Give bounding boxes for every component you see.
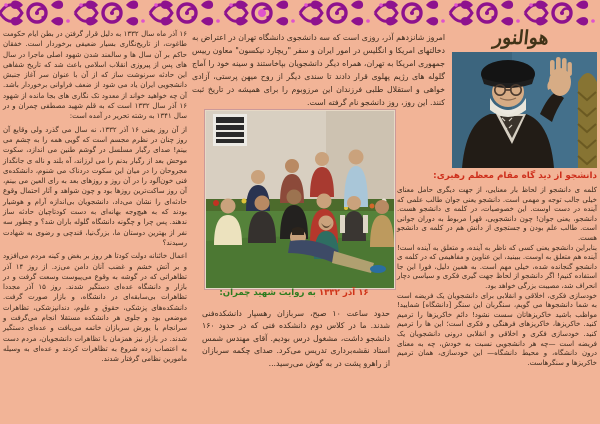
window-icon xyxy=(213,114,247,146)
students-group-photo xyxy=(205,110,395,289)
right-paragraph-2: بنابراین دانشجو یعنی کسی که ناظر به آینده، و متعلق به آینده است! آینده هم متعلق به اوست. ببینید، این عناوین و مفاهیمی که در کلمه ی دانشجو گنجانده شده، خیلی مهم است. به همین دلیل، فورا این جا استفاده کنیم! اگر دانشجو از لحاظ جهت گیری فکری و سیاسی دچار انحراف شد، مصیبت بزرگی خواهد بود. xyxy=(397,243,597,290)
caption-text: به روایت شهید چمران: xyxy=(219,288,319,298)
left-paragraph-3: اعمال خائنانه دولت کودتا هر روز بر بغض و کینه مردم می‌افزود و بر آتش خشم و غضب آنان دامن می‌زد. از روز ۱۴ آذر تظاهراتی که در گوشه به وقوع می‌پیوست وسعت گرفت و در بازار و دانشگاه عده‌ای دستگیر شدند. روز ۱۵ آذر مجددا تظاهرات بی‌سابقه‌ای در دانشگاه، و بازار صورت گرفت. دانشکده‌های پزشکی، حقوق و علوم، دندانپزشکی، تظاهرات موضعی بود و جلوی هر دانشکده مستقلا انجام می‌گرفت و سرانجام با یورش سربازان خاتمه می‌یافت و عده‌ای دستگیر شدند. در بازار نیز همزمان با تظاهرات دانشجویان، مردم دست به اعتصاب زده شروع به تظاهرات کردند و عده‌ای به وسیله مامورین نظامی گرفتار شدند. xyxy=(3,252,188,364)
ornament-accent-dot xyxy=(258,9,266,17)
left-paragraph-1: ۱۶ آذر ماه سال ۱۳۳۲ به دلیل قرار گرفتن در بطن ایام حکومت طاغوت، از تاریخ‌نگاری بسیار ضعیفی برخوردار است. خفقان حاکم بر آن سال ها و سالمند شدن شهود اصلی ماجرا در سال های پس از پیروزی انقلاب اسلامی باعث شد که تاریخ شفاهی این حادثه سرنوشت ساز که از آن با عنوان سر آغاز جنبش دانشجویی ایران یاد می شود از ضعف فراوانی برخوردار باشد. آن چه خواهید خواند از معدود تک نگاری های بجا مانده از شهود ۱۶ آذر سال ۱۳۳۲ است که به قلم شهید مصطفی چمران و در سال ۱۳۴۱ به رشته تحریر در آمده است: xyxy=(3,30,187,121)
golden-pillar xyxy=(578,73,597,168)
right-paragraph-3: خودسازی فکری، اخلاقی و انقلابی برای دانشجویان یک فریضه است به شما دانشجوها می گویم، سنگربان این سنگر [دانشگاه] شمایید! مواظب باشید خاکریزهاتان سست نشود! دائم خاکریزها را ترمیم کنید. خاکریزها، خاکریزهای فرهنگی و فکری است؛ این ها را ترمیم کنید. خودسازی فکری و اخلاقی و انقلابی درونی دانشجویان یک فریضه است —چه هر دانشجویی نسبت به خودش، چه به معنای درون دانشگاه، و محیط دانشگاه— این خودسازی، همان ترمیم خاکریزها و سنگرهاست. xyxy=(397,291,597,367)
left-paragraph-2: از آن روز یعنی ۱۶ آذر ۱۳۳۲، نه سال می گذرد ولی وقایع آن روز چنان در نظرم مجسم است که گویی همه را به چشم می بینم! صدای رگبار مسلسل در گوشم طنین می اندازد، سکوت موحش بعد از رگبار بدنم را می لرزاند، آه بلند و ناله ی جانگداز مجروحان را در میان این سکوت دردناک می شنوم، دانشکده‌ی فنی خون‌آلود را در آن روز و روزهای بعد به رای العین می بینم، آن روز ساکت‌ترین روزها بود و چون شواهد و آثار احتمال وقوع حادثه‌ای را نشان می‌داد، دانشجویان بی‌اندازه آرام و هوشیار بودند که به هیچ‌وجه بهانه‌ای به دست کودتاچیان حادثه ساز ندهند. پس چرا و چگونه دانشگاه گلوله باران شد؟ و چطور سه نفر از بهترین دوستان ما، بزرگ‌نیا، قندچی و رضوی به شهادت رسیدند؟ xyxy=(3,125,187,247)
middle-body-paragraph: حدود ساعت ۱۰ صبح، سربازان رهسپار دانشکده‌فنی شدند. ما در کلاس دوم دانشکده فنی که در حدود ۱۶۰ دانشجو داشت، مشغول درس بودیم. آقای مهندس شمس استاد نقشه‌برداری تدریس می‌کرد. صدای چکمه سربازان از راهرو پشت در به گوش می‌رسید... xyxy=(202,309,390,368)
right-article-heading: دانشجو از دید گاه مقام معظم رهبری: xyxy=(433,171,597,181)
leader-photo xyxy=(452,52,597,168)
ornament-border-icon xyxy=(0,0,600,27)
middle-caption-heading xyxy=(195,288,393,298)
caption-date: ۱۶ آذر ۱۳۳۲ xyxy=(318,288,369,298)
right-paragraph-1: کلمه ی دانشجو از لحاظ بار معنایی، از جهت دیگری حامل معنای خیلی جالب توجه و مهمی است. دانشجو یعنی جوان طالب علمی که آینده در دست اوست. این خصوصیات، در کلمه ی دانشجو هست. دانشجو، یعنی جوان! چون دانشجویی، قهرا مربوط به دوران جوانی است. طالب علم بودن و جستجوی از دانش هم در کلمه ی دانشجو هست. xyxy=(397,186,597,242)
left-article xyxy=(3,29,187,368)
masthead-title: هوالنور xyxy=(492,27,550,49)
right-article xyxy=(397,186,597,368)
middle-intro-paragraph: امروز شانزدهم آذر، روزی است که سه دانشجوی دانشگاه تهران در اعتراض به دخالتهای امریکا و انگلیس در امور ایران و سفر "ریچارد نیکسون" معاون رییس جمهوری امریکا به تهران، همراه دیگر دانشجویان بپاخاستند و سینه خود را آماج گلوله های رژیم پهلوی قرار دادند تا سندی دیگر از روح میهن پرستی، آزادی خواهی و استقلال طلبی فرزندان این مرزوبوم را برای همیشه در تاریخ ثبت کنند. این روز، روز دانشجو نام گرفته است. xyxy=(192,33,445,107)
